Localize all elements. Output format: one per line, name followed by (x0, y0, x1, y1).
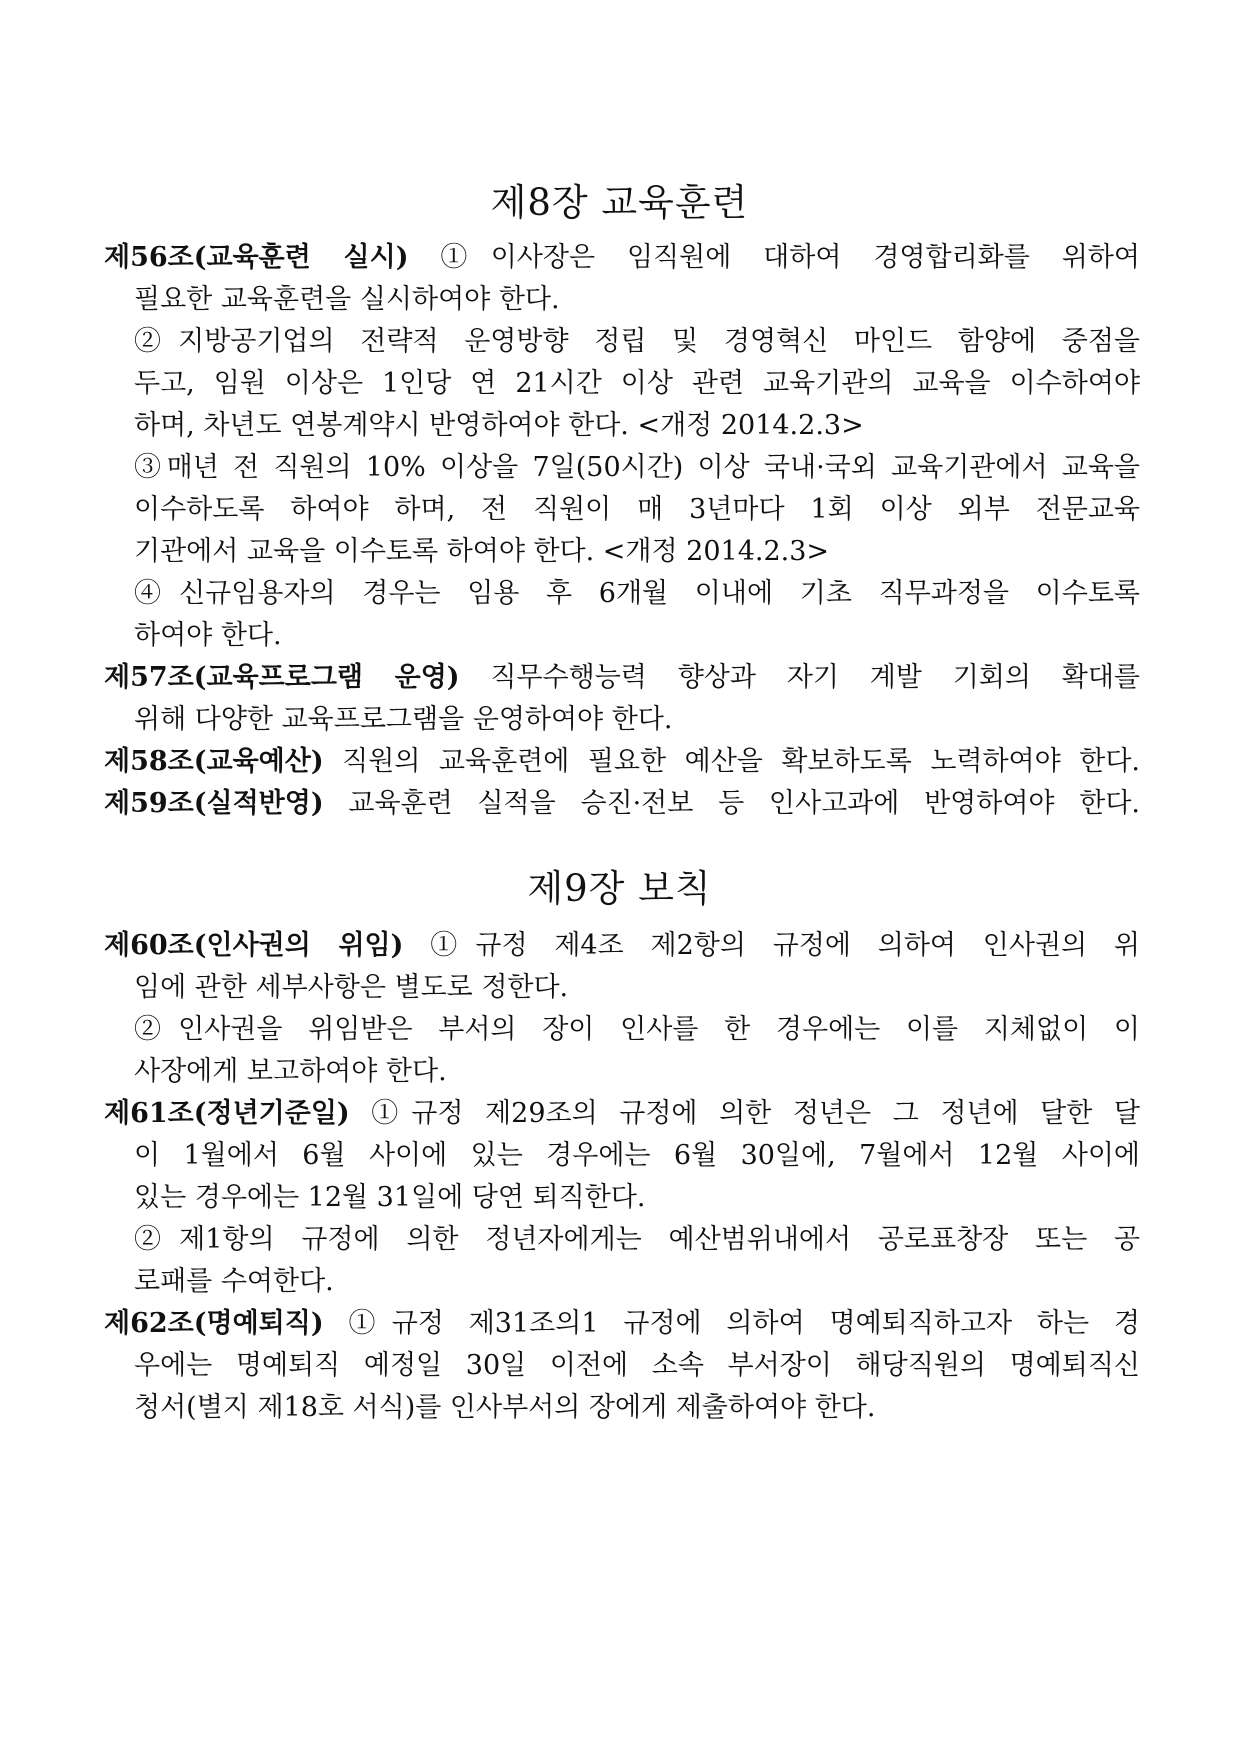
article-text: ①규정 제4조 제2항의 규정에 의하여 인사권의 위 (430, 930, 1140, 961)
article-text-line: 이수하도록 하여야 하며, 전 직원이 매 3년마다 1회 이상 외부 전문교육 (134, 494, 1140, 525)
article-text-line: 이 1월에서 6월 사이에 있는 경우에는 6월 30일에, 7월에서 12월 사이에 (134, 1140, 1140, 1171)
article-text: ①규정 제31조의1 규정에 의하여 명예퇴직하고자 하는 경 (348, 1308, 1140, 1339)
article-heading: 제59조(실적반영) (104, 788, 324, 819)
article-text-line: 청서(별지 제18호 서식)를 인사부서의 장에게 제출하여야 한다. (134, 1392, 876, 1423)
article-61-line-1 (104, 1096, 1140, 1132)
article-text-line: 우에는 명예퇴직 예정일 30일 이전에 소속 부서장이 해당직원의 명예퇴직신 (134, 1350, 1140, 1381)
article-text-line: 사장에게 보고하여야 한다. (134, 1056, 447, 1087)
article-text-line: 임에 관한 세부사항은 별도로 정한다. (134, 972, 569, 1003)
article-text-line: ④신규임용자의 경우는 임용 후 6개월 이내에 기초 직무과정을 이수토록 (134, 578, 1140, 609)
article-text-line: ②제1항의 규정에 의한 정년자에게는 예산범위내에서 공로표창장 또는 공 (134, 1224, 1140, 1255)
article-text-line: 로패를 수여한다. (134, 1266, 334, 1297)
article-text-line: 있는 경우에는 12월 31일에 당연 퇴직한다. (134, 1182, 646, 1213)
article-60-line-1 (104, 928, 1140, 964)
article-text: ①이사장은 임직원에 대하여 경영합리화를 위하여 (440, 242, 1140, 273)
article-text-line: 하며, 차년도 연봉계약시 반영하여야 한다. <개정 2014.2.3> (134, 410, 864, 441)
article-56-line-1 (104, 240, 1140, 276)
article-text-line: 위해 다양한 교육프로그램을 운영하여야 한다. (134, 704, 673, 735)
article-text-line: 두고, 임원 이상은 1인당 연 21시간 이상 관련 교육기관의 교육을 이수하여야 (134, 368, 1140, 399)
article-heading: 제61조(정년기준일) (104, 1098, 350, 1129)
article-62-line-1 (104, 1306, 1140, 1342)
article-text: ①규정 제29조의 규정에 의한 정년은 그 정년에 달한 달 (371, 1098, 1140, 1129)
article-58-line-1 (104, 744, 1140, 780)
article-heading: 제58조(교육예산) (104, 746, 324, 777)
article-text: 교육훈련 실적을 승진·전보 등 인사고과에 반영하여야 한다. (348, 788, 1140, 819)
chapter-title: 제8장 교육훈련 (490, 181, 749, 224)
chapter-title: 제9장 보칙 (527, 867, 712, 910)
article-heading: 제57조(교육프로그램 운영) (104, 662, 460, 693)
article-text-line: ③매년 전 직원의 10% 이상을 7일(50시간) 이상 국내·국외 교육기관에서 교육을 (134, 452, 1140, 483)
article-heading: 제62조(명예퇴직) (104, 1308, 324, 1339)
article-heading: 제56조(교육훈련 실시) (104, 242, 409, 273)
article-text-line: 하여야 한다. (134, 620, 282, 651)
article-text: 직무수행능력 향상과 자기 계발 기회의 확대를 (490, 662, 1140, 693)
article-text-line: ②지방공기업의 전략적 운영방향 정립 및 경영혁신 마인드 함양에 중점을 (134, 326, 1140, 357)
article-text: 직원의 교육훈련에 필요한 예산을 확보하도록 노력하여야 한다. (342, 746, 1140, 777)
article-text-line: 필요한 교육훈련을 실시하여야 한다. (134, 284, 560, 315)
article-59-line-1 (104, 786, 1140, 822)
article-57-line-1 (104, 660, 1140, 696)
article-text-line: 기관에서 교육을 이수토록 하여야 한다. <개정 2014.2.3> (134, 536, 830, 567)
article-text-line: ②인사권을 위임받은 부서의 장이 인사를 한 경우에는 이를 지체없이 이 (134, 1014, 1140, 1045)
article-heading: 제60조(인사권의 위임) (104, 930, 404, 961)
